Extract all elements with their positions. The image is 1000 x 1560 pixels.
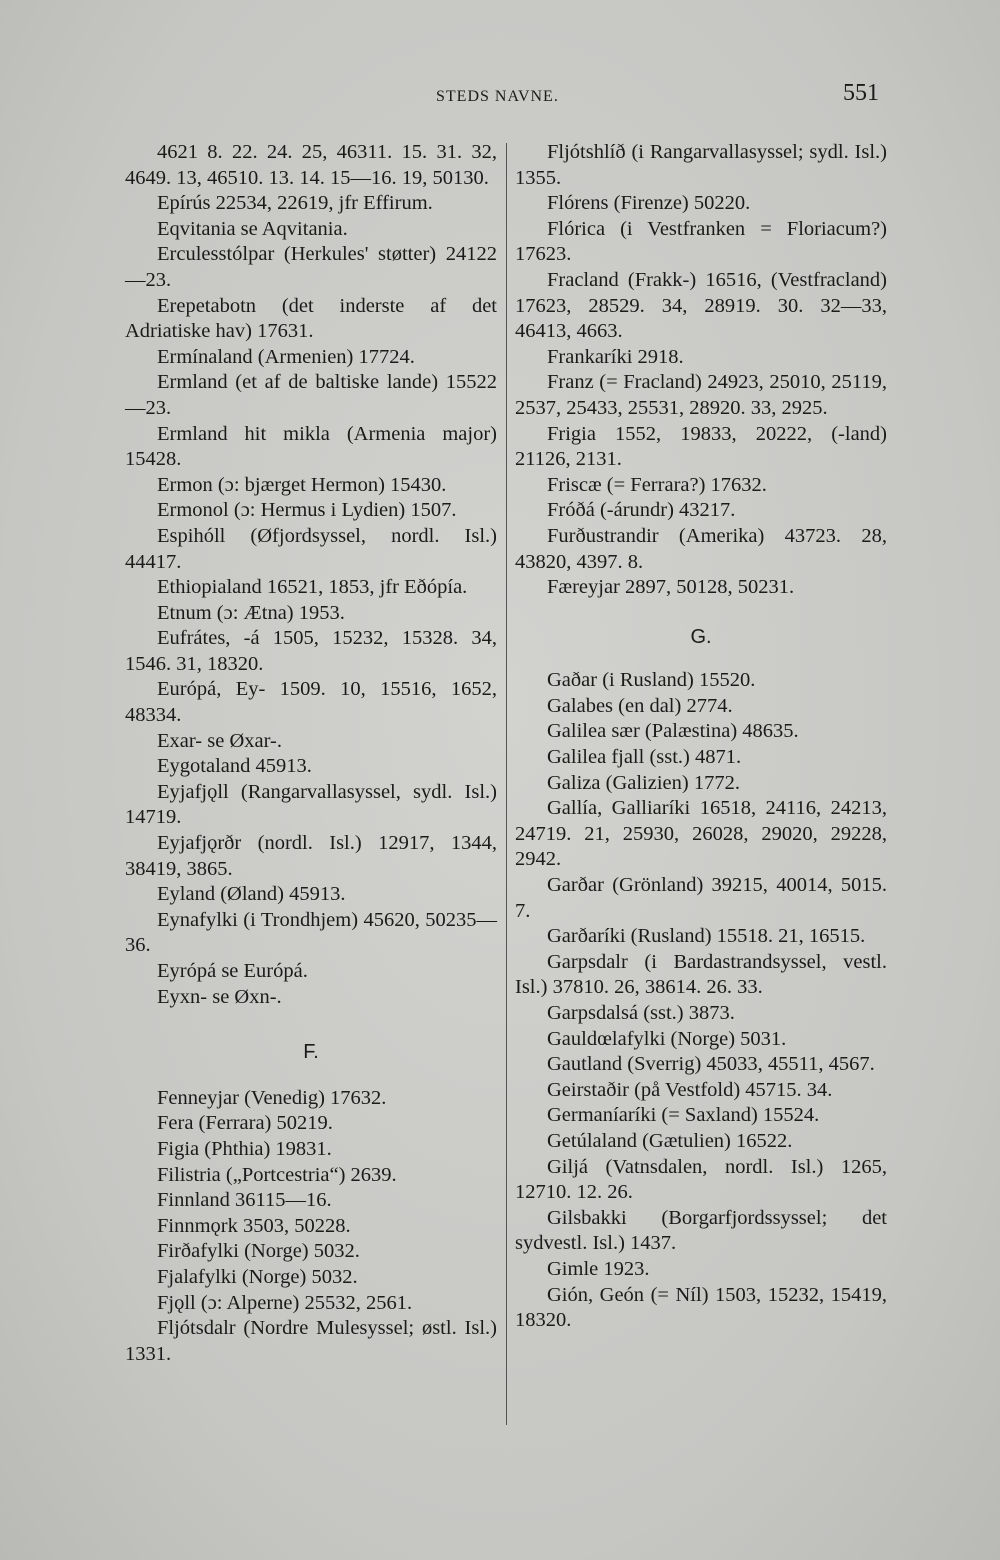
index-entry: Gallía, Galliaríki 16518, 24116, 24213, 24719. 21, 25930, 26028, 29020, 29228, 2942. — [515, 797, 887, 871]
index-entry: Ermland hit mikla (Armenia major) 15428. — [125, 422, 497, 471]
section-letter: F. — [303, 1041, 319, 1064]
index-entry: Ethiopialand 16521, 1853, jfr Eðópía. — [157, 576, 468, 599]
index-entry: Giljá (Vatnsdalen, nordl. Isl.) 1265, 12710. 12. 26. — [515, 1155, 887, 1204]
index-entry: Erculesstólpar (Herkules' støtter) 24122—23. — [125, 243, 497, 291]
index-entry: Galabes (en dal) 2774. — [547, 694, 733, 717]
index-entry: Fljótshlíð (i Rangarvallasyssel; sydl. Isl.) 1355. — [515, 141, 887, 189]
index-entry: Garpsdalr (i Bardastrandsyssel, vestl. Isl.) 37810. 26, 38614. 26. 33. — [515, 950, 887, 999]
index-entry: 4621 8. 22. 24. 25, 46311. 15. 31. 32, 4649. 13, 46510. 13. 14. 15—16. 19, 50130. — [125, 141, 497, 189]
index-entry: Galilea fjall (sst.) 4871. — [547, 746, 742, 769]
right-column — [515, 140, 887, 1334]
index-entry: Firðafylki (Norge) 5032. — [157, 1240, 360, 1263]
column-divider — [506, 143, 507, 1425]
index-entry: Etnum (ɔ: Ætna) 1953. — [157, 601, 345, 624]
index-entry: Eyrópá se Európá. — [157, 960, 308, 982]
index-entry: Fenneyjar (Venedig) 17632. — [157, 1086, 387, 1109]
index-entry: Espihóll (Øfjordsyssel, nordl. Isl.) 44417. — [125, 524, 497, 573]
index-entry: Galiza (Galizien) 1772. — [547, 771, 740, 794]
index-entry: Getúlaland (Gætulien) 16522. — [547, 1129, 793, 1152]
index-entry: Eyland (Øland) 45913. — [157, 883, 346, 906]
index-entry: Frigia 1552, 19833, 20222, (-land) 21126, 2131. — [515, 422, 887, 471]
index-entry: Fera (Ferrara) 50219. — [157, 1112, 333, 1135]
index-entry: Garpsdalsá (sst.) 3873. — [547, 1002, 735, 1024]
left-column — [125, 140, 497, 1367]
index-entry: Garðar (Grönland) 39215, 40014, 5015. 7. — [515, 874, 887, 922]
section-letter: G. — [690, 625, 712, 648]
index-entry: Eynafylki (i Trondhjem) 45620, 50235—36. — [125, 908, 497, 957]
index-entry: Galilea sær (Palæstina) 48635. — [547, 720, 799, 743]
index-entry: Finnland 36115—16. — [157, 1189, 332, 1212]
index-entry: Eyxn- se Øxn-. — [157, 985, 282, 1008]
index-entry: Friscæ (= Ferrara?) 17632. — [547, 473, 767, 496]
index-entry: Finnmǫrk 3503, 50228. — [157, 1214, 351, 1237]
index-entry: Gauldœlafylki (Norge) 5031. — [547, 1027, 787, 1050]
index-entry: Germaníaríki (= Saxland) 15524. — [547, 1104, 820, 1127]
running-head: STEDS NAVNE. — [436, 88, 559, 105]
index-entry: Flórica (i Vestfranken = Floriacum?) 17623. — [515, 217, 887, 266]
index-entry: Gautland (Sverrig) 45033, 45511, 4567. — [547, 1053, 875, 1076]
index-entry: Flórens (Firenze) 50220. — [547, 192, 751, 215]
index-entry: Erepetabotn (det inderste af det Adriatiske hav) 17631. — [125, 294, 497, 343]
index-entry: Gaðar (i Rusland) 15520. — [547, 669, 756, 692]
index-entry: Figia (Phthia) 19831. — [157, 1137, 332, 1160]
index-entry: Eufrátes, -á 1505, 15232, 15328. 34, 1546. 31, 18320. — [125, 627, 497, 675]
index-entry: Furðustrandir (Amerika) 43723. 28, 43820, 4397. 8. — [515, 524, 887, 573]
index-entry: Fljótsdalr (Nordre Mulesyssel; østl. Isl.) 1331. — [125, 1317, 497, 1365]
index-entry: Eyjafjǫrðr (nordl. Isl.) 12917, 1344, 38419, 3865. — [125, 832, 497, 880]
index-entry: Franz (= Fracland) 24923, 25010, 25119, 2537, 25433, 25531, 28920. 33, 2925. — [515, 371, 887, 419]
index-entry: Eqvitania se Aqvitania. — [157, 217, 348, 240]
index-entry: Fróðá (-árundr) 43217. — [547, 499, 736, 522]
index-entry: Geirstaðir (på Vestfold) 45715. 34. — [547, 1078, 833, 1101]
index-entry: Garðaríki (Rusland) 15518. 21, 16515. — [547, 925, 866, 948]
index-entry: Gión, Geón (= Níl) 1503, 15232, 15419, 18320. — [515, 1283, 887, 1332]
index-entry: Fjalafylki (Norge) 5032. — [157, 1265, 358, 1288]
index-entry: Fjǫll (ɔ: Alperne) 25532, 2561. — [157, 1291, 413, 1314]
index-entry: Epírús 22534, 22619, jfr Effirum. — [157, 192, 433, 215]
index-entry: Fracland (Frakk-) 16516, (Vestfracland) 17623, 28529. 34, 28919. 30. 32—33, 46413, 4663. — [515, 268, 887, 343]
index-entry: Eyjafjǫll (Rangarvallasyssel, sydl. Isl.) 14719. — [125, 780, 497, 829]
index-entry: Eygotaland 45913. — [157, 755, 312, 778]
index-entry: Gimle 1923. — [547, 1257, 650, 1280]
index-entry: Ermínaland (Armenien) 17724. — [157, 345, 415, 368]
index-entry: Exar- se Øxar-. — [157, 729, 282, 752]
index-entry: Frankaríki 2918. — [547, 345, 684, 368]
index-entry: Filistria („Portcestria“) 2639. — [157, 1163, 397, 1186]
page-number: 551 — [843, 80, 879, 106]
index-entry: Európá, Ey- 1509. 10, 15516, 1652, 48334. — [125, 678, 497, 727]
index-entry: Ermland (et af de baltiske lande) 15522—23. — [125, 371, 497, 419]
index-entry: Gilsbakki (Borgarfjordssyssel; det sydvestl. Isl.) 1437. — [515, 1206, 887, 1255]
index-entry: Ermonol (ɔ: Hermus i Lydien) 1507. — [157, 499, 457, 522]
index-entry: Ermon (ɔ: bjærget Hermon) 15430. — [157, 473, 447, 496]
index-entry: Færeyjar 2897, 50128, 50231. — [547, 576, 795, 599]
